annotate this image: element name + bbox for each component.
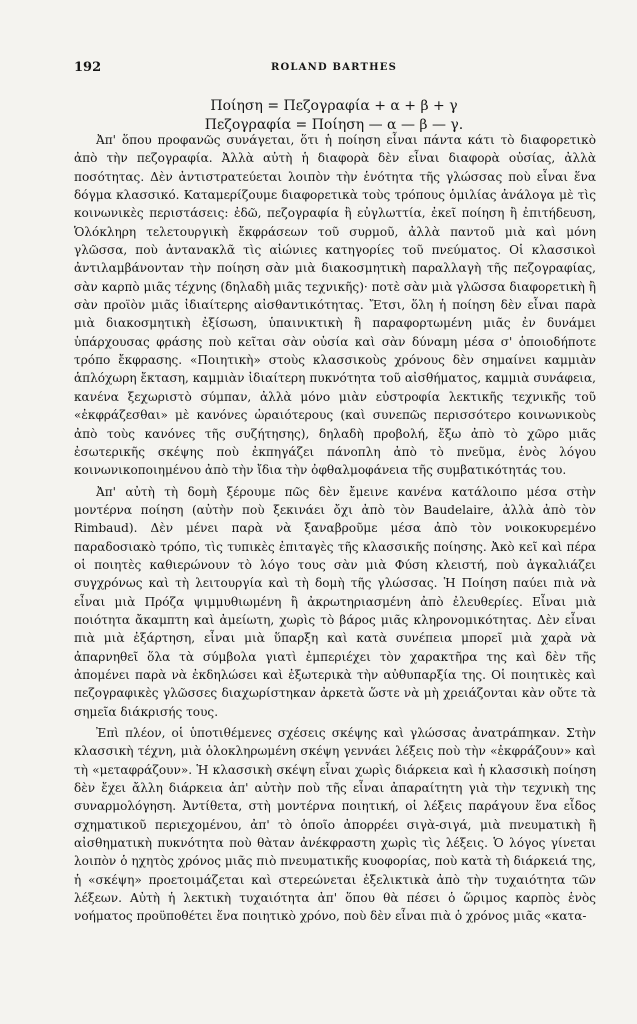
paragraph: Ἀπ' αὐτὴ τὴ δομὴ ξέρουμε πῶς δὲν ἔμεινε κανένα κατάλοιπο μέσα στὴν μοντέρνα ποίηση (αὐτὴν ποὺ ξεκινάει ὄχι ἀπὸ τὸν Baudelaire, ἀλλὰ ἀπὸ τὸν Rimbaud). Δὲν μένει παρὰ νὰ ξαναβροῦμε μέσα ἀπὸ τὸν νοικοκυρεμένο παραδοσιακὸ τρόπο, τὶς τυπικὲς ἐπιταγὲς τῆς κλασσικῆς ποίησης. Ἀκὸ κεῖ καὶ πέρα οἱ ποιητὲς καθιερώνουν τὸ λόγο τους σὰν μιὰ Φύση κλειστή, ποὺ ἀγκαλιάζει συγχρόνως καὶ τὴ λειτουργία καὶ τὴ δομὴ τῆς γλώσσας. Ἡ Ποίηση παύει πιὰ νὰ εἶναι μιὰ Πρόζα ψιμμυθιωμένη ἢ ἀκρωτηριασμένη ἀπὸ ἐλευθερίες. Εἶναι μιὰ ποιότητα ἄκαμπτη καὶ ἀμείωτη, χωρὶς τὸ βάρος μιᾶς κληρονομικότητας. Δὲν εἶναι πιὰ μιὰ ἐξάρτηση, εἶναι μιὰ ὕπαρξη καὶ κατὰ συνέπεια μπορεῖ μιὰ χαρὰ νὰ ἀπαρνηθεῖ ὅλα τὰ σύμβολα γιατὶ ἐμπεριέχει τὸν χαρακτῆρα της καὶ δὲν τῆς ἀπομένει παρὰ νὰ ἐκδηλώσει καὶ ἐξωτερικὰ τὴν αὐθυπαρξία της. Οἱ ποιητικὲς καὶ πεζογραφικὲς γλῶσσες διαχωρίστηκαν ἀρκετὰ ὥστε νὰ μὴ χρειάζονται κὰν οὔτε τὰ σημεῖα διάκρισής τους. <box>74 484 596 719</box>
page-header <box>74 60 594 78</box>
paragraph: Ἀπ' ὅπου προφανῶς συνάγεται, ὅτι ἡ ποίηση εἶναι πάντα κάτι τὸ διαφορετικὸ ἀπὸ τὴν πεζογραφία. Ἀλλὰ αὐτὴ ἡ διαφορὰ δὲν εἶναι διαφορὰ οὐσίας, ἀλλὰ ποσότητας. Δὲν ἀντιστρατεύεται λοιπὸν τὴν ἑνότητα τῆς γλώσσας ποὺ εἶναι ἕνα δόγμα κλασσικό. Καταμερίζουμε διαφορετικὰ τοὺς τρόπους ὁμιλίας ἀνάλογα μὲ τὶς κοινωνικὲς περιστάσεις: ἐδῶ, πεζογραφία ἢ εὐγλωττία, ἐκεῖ ποίηση ἢ ἐπιτήδευση, Ὁλόκληρη τελετουργικὴ ἔκφράσεων τοῦ συρμοῦ, ἀλλὰ παντοῦ μιὰ καὶ μόνη γλῶσσα, ποὺ ἀντανακλᾶ τὶς αἰώνιες κατηγορίες τοῦ πνεύματος. Οἱ κλασσικοὶ ἀντιλαμβάνονταν τὴν ποίηση σὰν μιὰ διακοσμητικὴ παραλλαγὴ τῆς πεζογραφίας, σὰν καρπὸ μιᾶς τέχνης (δηλαδὴ μιᾶς τεχνικῆς)· ποτὲ σὰν μιὰ γλῶσσα διαφορετικὴ ἢ σὰν προϊὸν μιᾶς ἰδιαίτερης αἰσθαντικότητας. Ἔτσι, ὅλη ἡ ποίηση δὲν εἶναι παρὰ μιὰ διακοσμητικὴ ἐξίσωση, ὑπαινικτικὴ ἢ παραφορτωμένη μιᾶς ἐν δυνάμει ὑπάρχουσας φράσης ποὺ κεῖται σὰν οὐσία καὶ σὰν δύναμη μέσα σ' ὁποιοδήποτε τρόπο ἔκφρασης. «Ποιητικὴ» στοὺς κλασσικοὺς χρόνους δὲν σημαίνει καμμιὰν ἁπλόχωρη ἔκταση, καμμιὰν ἰδιαίτερη πυκνότητα τοῦ αἰσθήματος, καμμιὰ συνάφεια, κανένα ξεχωριστὸ σύμπαν, ἀλλὰ μόνο μιὰν εὐστροφία λεκτικῆς τεχνικῆς τοῦ «ἐκφράζεσθαι» μὲ κανόνες ὡραιότερους (καὶ συνεπῶς περισσότερο κοινωνικοὺς ἀπὸ τοὺς κανόνες τῆς συζήτησης), δηλαδὴ προβολή, ἔξω ἀπὸ τὸ χῶρο μιᾶς ἐσωτερικῆς σκέψης ποὺ ἐκπηγάζει πάνοπλη ἀπὸ τὸ πνεῦμα, ἑνὸς λόγου κοινωνικοποιημένου ἀπὸ τὴν ἴδια τὴν ὀφθαλμοφάνεια τῆς συμβατικότητάς του. <box>74 133 597 478</box>
running-head: ROLAND BARTHES <box>271 62 397 73</box>
paragraph: Ἐπὶ πλέον, οἱ ὑποτιθέμενες σχέσεις σκέψης καὶ γλώσσας ἀνατράπηκαν. Στὴν κλασσικὴ τέχνη, μιὰ ὁλοκληρωμένη σκέψη γεννάει λέξεις ποὺ τὴν «ἐκφράζουν» καὶ τὴ «μεταφράζουν». Ἡ κλασσικὴ σκέψη εἶναι χωρὶς διάρκεια καὶ ἡ κλασσικὴ ποίηση δὲν ἔχει ἄλλη διάρκεια ἀπ' αὐτὴν ποὺ τῆς εἶναι ἀπαραίτητη γιὰ τὴν τεχνικὴ της συναρμολόγηση. Ἀντίθετα, στὴ μοντέρνα ποιητική, οἱ λέξεις παράγουν ἕνα εἶδος σχηματικοῦ περιεχομένου, ἀπ' τὸ ὁποῖο ἀπορρέει σιγὰ-σιγά, μιὰ πνευματικὴ ἢ αἰσθηματικὴ πυκνότητα ποὺ θὰταν ἀνέκφραστη χωρὶς τὶς λέξεις. Ὁ λόγος γίνεται λοιπὸν ὁ ηχητὸς χρόνος μιᾶς πιὸ πνευματικῆς κυοφορίας, ποὺ κατὰ τὴ διάρκειά της, ἡ «σκέψη» προετοιμάζεται καὶ στερεώνεται ἐξελικτικὰ ἀπὸ τὴν τυχαιότητα τῶν λέξεων. Αὐτὴ ἡ λεκτικὴ τυχαιότητα ἀπ' ὅπου θὰ πέσει ὁ ὥριμος καρπὸς ἑνὸς νοήματος προϋποθέτει ἕνα ποιητικὸ χρόνο, ποὺ δὲν εἶναι πιὰ ὁ χρόνος μιᾶς «κατα- <box>74 726 596 924</box>
formula-line: Πεζογραφία = Ποίηση — α — β — γ. <box>204 117 464 133</box>
formula-line: Ποίηση = Πεζογραφία + α + β + γ <box>210 98 458 114</box>
body-text <box>74 131 596 929</box>
page-number: 192 <box>74 60 102 75</box>
formula-block <box>74 97 594 135</box>
